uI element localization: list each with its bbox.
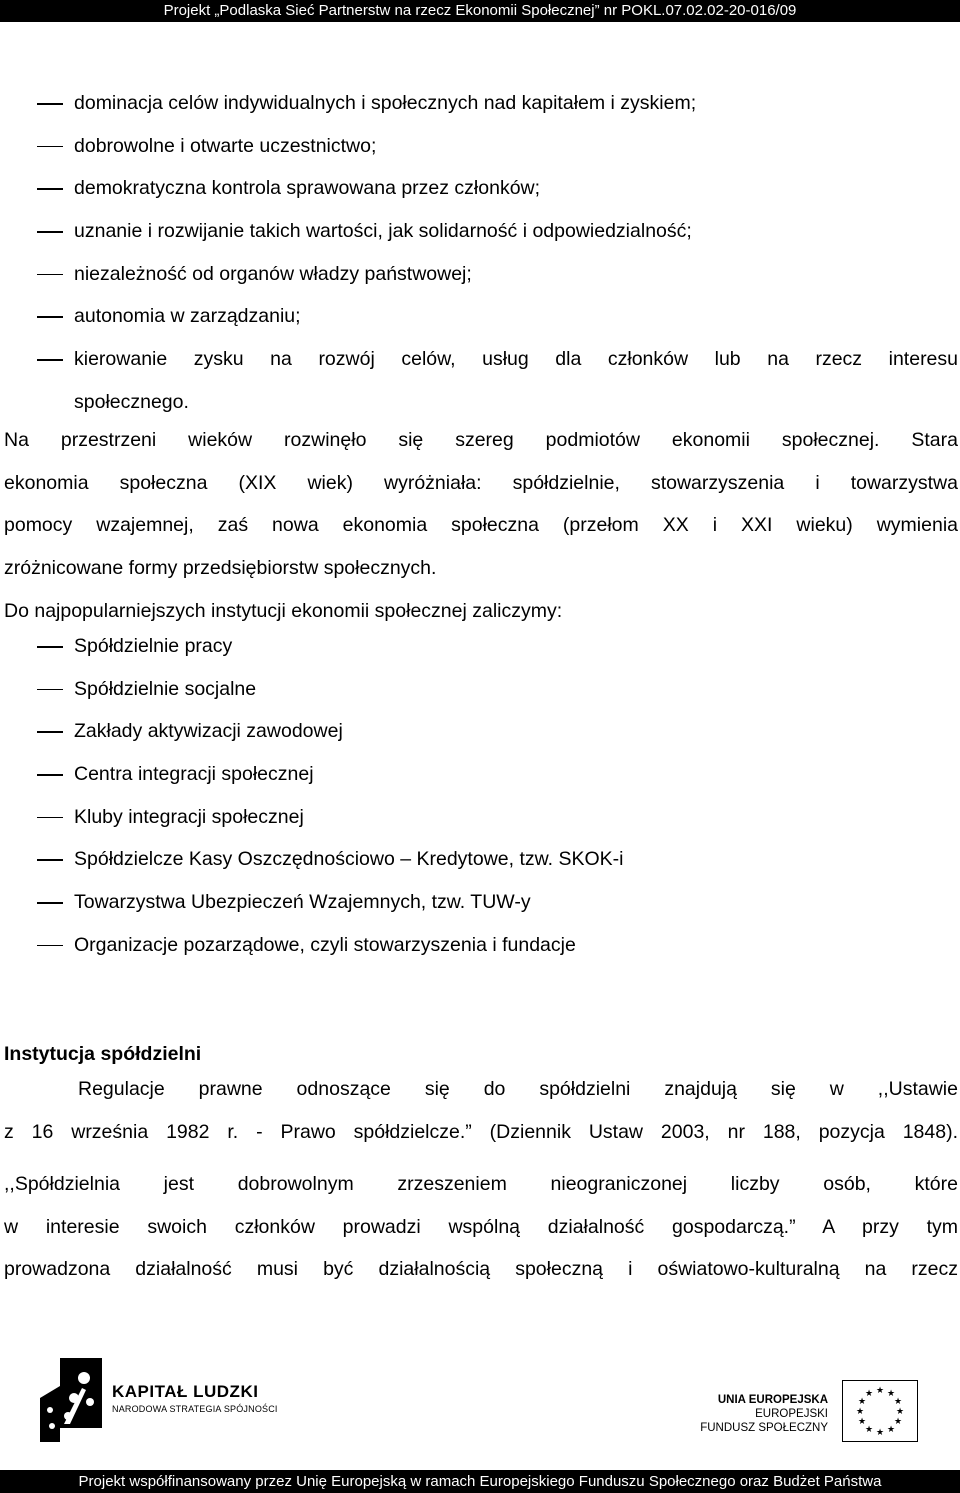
- list-item: Kluby integracji społecznej: [0, 796, 960, 839]
- page-header: [0, 0, 960, 22]
- dash-bullet: [37, 817, 63, 819]
- kapital-ludzki-title: KAPITAŁ LUDZKI: [112, 1382, 259, 1401]
- list-item: Spółdzielnie socjalne: [0, 668, 960, 711]
- footer-text: Projekt współfinansowany przez Unię Europejską w ramach Europejskiego Funduszu Społecznego oraz Budżet Państwa: [78, 1473, 882, 1490]
- dash-bullet: [37, 902, 63, 904]
- dash-bullet: [37, 731, 63, 733]
- list-item: uznanie i rozwijanie takich wartości, jak solidarność i odpowiedzialność;: [0, 210, 960, 253]
- svg-text:★: ★: [886, 1389, 896, 1399]
- svg-text:★: ★: [875, 1386, 885, 1396]
- svg-text:★: ★: [875, 1428, 885, 1438]
- kapital-ludzki-icon: [40, 1358, 106, 1442]
- paragraph-line: prowadzona działalność musi być działalnością społeczną i oświatowo-kulturalną na rzecz: [4, 1258, 958, 1281]
- dash-bullet: [37, 231, 63, 233]
- list-item: autonomia w zarządzaniu;: [0, 295, 960, 338]
- eu-line-1: UNIA EUROPEJSKA: [717, 1394, 828, 1406]
- paragraph-line: w interesie swoich członków prowadzi wspólną działalność gospodarczą.” A przy tym: [4, 1215, 958, 1238]
- paragraph-line: ekonomia społeczna (XIX wiek) wyróżniała: spółdzielnie, stowarzyszenia i towarzystwa: [4, 471, 958, 494]
- paragraph-line: ,,Spółdzielnia jest dobrowolnym zrzeszeniem nieograniczonej liczby osób, które: [4, 1173, 958, 1195]
- svg-text:★: ★: [893, 1417, 903, 1427]
- list-item-continuation: społecznego.: [74, 390, 189, 413]
- list-item: Organizacje pozarządowe, czyli stowarzyszenia i fundacje: [0, 924, 960, 967]
- paragraph-line: z 16 września 1982 r. - Prawo spółdzielcze.” (Dziennik Ustaw 2003, nr 188, pozycja 1848).: [4, 1120, 958, 1143]
- list-item: kierowanie zysku na rozwój celów, usług dla członków lub na rzecz interesu: [0, 338, 960, 381]
- regulation-paragraph: [4, 1068, 958, 1153]
- eu-line-3: FUNDUSZ SPOŁECZNY: [700, 1422, 828, 1434]
- eu-text: [700, 1393, 828, 1435]
- dash-bullet: [37, 103, 63, 105]
- list-item: Centra integracji społecznej: [0, 753, 960, 796]
- list-item: Spółdzielcze Kasy Oszczędnościowo – Kredytowe, tzw. SKOK-i: [0, 838, 960, 881]
- svg-text:★: ★: [857, 1397, 867, 1407]
- section-heading: Instytucja spółdzielni: [4, 1043, 202, 1065]
- svg-text:★: ★: [886, 1425, 896, 1435]
- paragraph-line: Na przestrzeni wieków rozwinęło się szereg podmiotów ekonomii społecznej. Stara: [4, 429, 958, 451]
- eu-stars-icon: [842, 1380, 918, 1442]
- paragraph-line: Do najpopularniejszych instytucji ekonomii społecznej zaliczymy:: [4, 599, 563, 622]
- dash-bullet: [37, 316, 63, 318]
- dash-bullet: [37, 859, 63, 861]
- svg-text:★: ★: [893, 1397, 903, 1407]
- header-title: Projekt „Podlaska Sieć Partnerstw na rzecz Ekonomii Społecznej” nr POKL.07.02.02-20-016/09: [163, 2, 797, 19]
- dash-bullet: [37, 274, 63, 276]
- svg-text:★: ★: [857, 1417, 867, 1427]
- kapital-ludzki-text: [112, 1382, 278, 1416]
- eu-line-2: EUROPEJSKI: [755, 1408, 828, 1420]
- dash-bullet: [37, 646, 63, 648]
- intro-paragraph: [4, 419, 958, 632]
- svg-text:★: ★: [855, 1407, 865, 1417]
- paragraph-line: pomocy wzajemnej, zaś nowa ekonomia społeczna (przełom XX i XXI wieku) wymienia: [4, 514, 958, 537]
- list-item: dobrowolne i otwarte uczestnictwo;: [0, 125, 960, 168]
- list-item: Towarzystwa Ubezpieczeń Wzajemnych, tzw. TUW-y: [0, 881, 960, 924]
- dash-bullet: [37, 146, 63, 148]
- svg-text:★: ★: [864, 1425, 874, 1435]
- kapital-ludzki-subtitle: NARODOWA STRATEGIA SPÓJNOŚCI: [112, 1404, 278, 1414]
- eu-flag: [842, 1380, 918, 1447]
- dash-bullet: [37, 359, 63, 361]
- list-item: dominacja celów indywidualnych i społecznych nad kapitałem i zyskiem;: [0, 82, 960, 125]
- institutions-list: [0, 625, 960, 967]
- dash-bullet: [37, 188, 63, 190]
- list-item: niezależność od organów władzy państwowej;: [0, 253, 960, 296]
- dash-bullet: [37, 774, 63, 776]
- paragraph-line: Regulacje prawne odnoszące się do spółdzielni znajdują się w ,,Ustawie: [78, 1078, 958, 1100]
- list-item: Zakłady aktywizacji zawodowej: [0, 710, 960, 753]
- dash-bullet: [37, 689, 63, 691]
- svg-text:★: ★: [864, 1389, 874, 1399]
- kapital-ludzki-logo: [40, 1358, 106, 1447]
- page-footer: [0, 1470, 960, 1493]
- definition-paragraph: [4, 1163, 958, 1291]
- list-item: demokratyczna kontrola sprawowana przez członków;: [0, 167, 960, 210]
- paragraph-line: zróżnicowane formy przedsiębiorstw społecznych.: [4, 557, 437, 580]
- principles-list: [0, 82, 960, 424]
- list-item: Spółdzielnie pracy: [0, 625, 960, 668]
- svg-text:★: ★: [895, 1407, 905, 1417]
- dash-bullet: [37, 945, 63, 947]
